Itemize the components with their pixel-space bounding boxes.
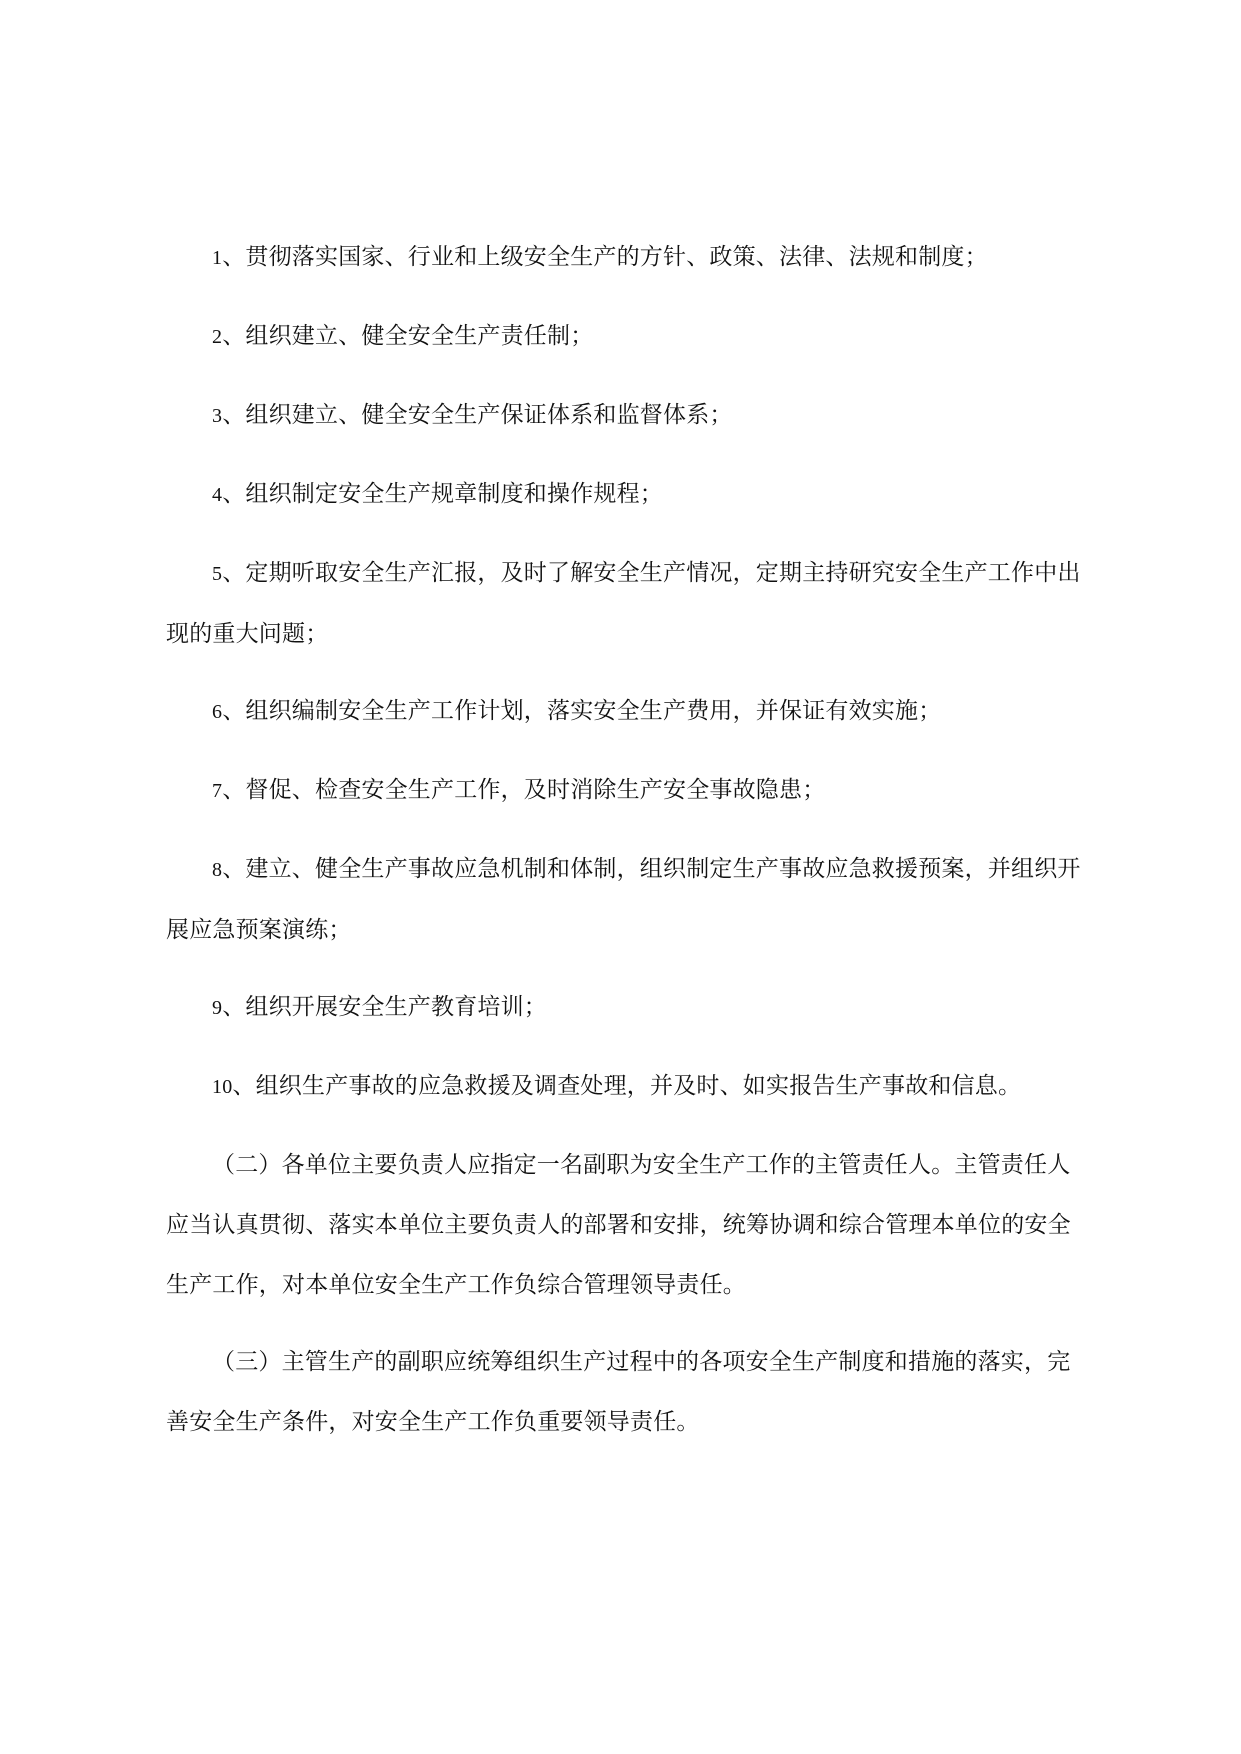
item-text: 、组织生产事故的应急救援及调查处理，并及时、如实报告生产事故和信息。 [232,1073,1022,1099]
list-item [166,227,1086,288]
item-text: 、组织开展安全生产教育培训； [222,994,548,1020]
list-item [166,681,1086,742]
item-number: 8 [212,859,223,881]
item-number: 1 [212,247,223,269]
item-number: 5 [212,563,223,585]
item-text: 、组织建立、健全安全生产责任制； [222,323,594,349]
list-item [166,760,1086,821]
list-item [166,385,1086,446]
list-item [166,839,1086,960]
item-number: 4 [212,484,223,506]
item-text: 、建立、健全生产事故应急机制和体制，组织制定生产事故应急救援预案，并组织开展应急预案演练； [166,856,1081,943]
item-text: 、督促、检查安全生产工作，及时消除生产安全事故隐患； [222,777,826,803]
item-text: 、组织建立、健全安全生产保证体系和监督体系； [222,402,733,428]
item-number: 10 [212,1076,233,1098]
body-paragraph [166,1135,1086,1315]
item-number: 2 [212,326,223,348]
item-text: 、定期听取安全生产汇报，及时了解安全生产情况，定期主持研究安全生产工作中出现的重大问题； [166,560,1081,647]
list-item [166,464,1086,525]
item-text: 、组织编制安全生产工作计划，落实安全生产费用，并保证有效实施； [222,698,942,724]
item-number: 3 [212,405,223,427]
item-number: 9 [212,997,223,1019]
paragraph-text: （二）各单位主要负责人应指定一名副职为安全生产工作的主管责任人。主管责任人应当认真贯彻、落实本单位主要负责人的部署和安排，统筹协调和综合管理本单位的安全生产工作，对本单位安全生产工作负综合管理领导责任。 [166,1152,1071,1298]
item-text: 、组织制定安全生产规章制度和操作规程； [222,481,664,507]
item-number: 7 [212,780,223,802]
list-item [166,543,1086,664]
list-item [166,1056,1086,1117]
paragraph-text: （三）主管生产的副职应统筹组织生产过程中的各项安全生产制度和措施的落实，完善安全生产条件，对安全生产工作负重要领导责任。 [166,1349,1071,1435]
item-text: 、贯彻落实国家、行业和上级安全生产的方针、政策、法律、法规和制度； [222,244,988,270]
list-item [166,306,1086,367]
list-item [166,977,1086,1038]
body-paragraph [166,1332,1086,1452]
item-number: 6 [212,701,223,723]
